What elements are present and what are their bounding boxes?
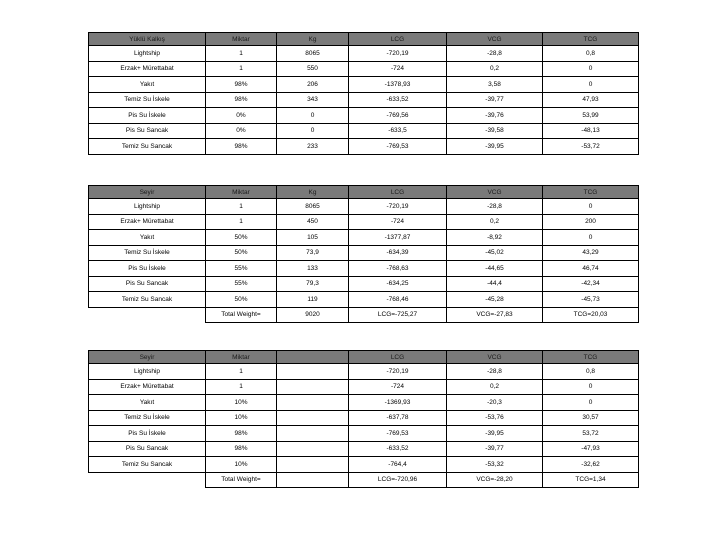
cell-vcg: -20,3 (447, 395, 543, 411)
cell-item: Lightship (89, 46, 206, 62)
table-row (89, 139, 639, 155)
cell-vcg: 0,2 (447, 61, 543, 77)
cell-quantity: 55% (206, 261, 277, 277)
cell-vcg: -39,95 (447, 139, 543, 155)
cell-tcg: 47,93 (543, 92, 639, 108)
table-row (89, 77, 639, 93)
cell-lcg: -634,25 (349, 276, 447, 292)
cell-item: Temiz Su İskele (89, 410, 206, 426)
cell-quantity: 55% (206, 276, 277, 292)
cell-vcg: -39,95 (447, 426, 543, 442)
cell-lcg: -769,53 (349, 139, 447, 155)
cell-item: Yakıt (89, 77, 206, 93)
cell-weight: 206 (277, 77, 349, 93)
cell-lcg: -637,78 (349, 410, 447, 426)
column-header-item: Yüklü Kalkış (89, 33, 206, 46)
cell-tcg: -42,34 (543, 276, 639, 292)
cell-tcg: 53,72 (543, 426, 639, 442)
column-header-tcg: TCG (543, 186, 639, 199)
table-header-row (89, 33, 639, 46)
table-row (89, 123, 639, 139)
cell-vcg: -28,8 (447, 364, 543, 380)
loaded-departure-table (88, 32, 639, 155)
cell-quantity: 1 (206, 199, 277, 215)
cell-item: Pis Su İskele (89, 261, 206, 277)
table-row (89, 457, 639, 473)
table-row (89, 426, 639, 442)
cell-weight: 0 (277, 108, 349, 124)
cell-weight: 8065 (277, 46, 349, 62)
cell-tcg: 46,74 (543, 261, 639, 277)
table-row (89, 410, 639, 426)
cell-quantity: 1 (206, 46, 277, 62)
cell-item: Lightship (89, 364, 206, 380)
cell-vcg: -8,92 (447, 230, 543, 246)
column-header-vcg: VCG (447, 186, 543, 199)
total-weight (277, 472, 349, 488)
column-header-item: Seyir (89, 351, 206, 364)
cell-weight: 79,3 (277, 276, 349, 292)
column-header-tcg: TCG (543, 33, 639, 46)
cell-vcg: -45,02 (447, 245, 543, 261)
column-header-lcg: LCG (349, 351, 447, 364)
cell-vcg: -28,8 (447, 46, 543, 62)
cell-vcg: -44,65 (447, 261, 543, 277)
cell-lcg: -1369,93 (349, 395, 447, 411)
total-row (89, 472, 639, 488)
cell-lcg: -633,5 (349, 123, 447, 139)
cell-quantity: 1 (206, 214, 277, 230)
cell-weight: 73,9 (277, 245, 349, 261)
cell-item: Pis Su İskele (89, 108, 206, 124)
total-row (89, 307, 639, 323)
cell-vcg: -39,77 (447, 92, 543, 108)
table-header-row (89, 351, 639, 364)
column-header-item: Seyir (89, 186, 206, 199)
cell-item: Yakıt (89, 395, 206, 411)
table-row (89, 92, 639, 108)
cell-tcg: 30,57 (543, 410, 639, 426)
column-header-quantity: Miktar (206, 351, 277, 364)
cell-weight: 233 (277, 139, 349, 155)
cell-item: Yakıt (89, 230, 206, 246)
cell-weight: 119 (277, 292, 349, 308)
cell-tcg: 0,8 (543, 46, 639, 62)
cell-tcg: 0,8 (543, 364, 639, 380)
column-header-quantity: Miktar (206, 186, 277, 199)
cell-item: Erzak+ Mürettabat (89, 61, 206, 77)
cell-weight (277, 441, 349, 457)
column-header-weight: Kg (277, 186, 349, 199)
cell-quantity: 10% (206, 410, 277, 426)
table-row (89, 261, 639, 277)
cell-item: Temiz Su Sancak (89, 292, 206, 308)
table-row (89, 108, 639, 124)
cell-weight (277, 426, 349, 442)
table-header-row (89, 186, 639, 199)
cell-lcg: -724 (349, 61, 447, 77)
cell-weight: 550 (277, 61, 349, 77)
table-row (89, 199, 639, 215)
cell-item: Pis Su Sancak (89, 276, 206, 292)
cell-quantity: 98% (206, 426, 277, 442)
cell-weight: 343 (277, 92, 349, 108)
cell-quantity: 1 (206, 61, 277, 77)
cell-lcg: -769,56 (349, 108, 447, 124)
table-row (89, 395, 639, 411)
cell-tcg: 0 (543, 61, 639, 77)
cell-tcg: 0 (543, 379, 639, 395)
cell-lcg: -769,53 (349, 426, 447, 442)
cell-vcg: -45,28 (447, 292, 543, 308)
cell-weight: 133 (277, 261, 349, 277)
cell-item: Erzak+ Mürettabat (89, 214, 206, 230)
table-row (89, 364, 639, 380)
cell-quantity: 0% (206, 123, 277, 139)
cell-lcg: -724 (349, 214, 447, 230)
cell-lcg: -720,19 (349, 364, 447, 380)
column-header-weight (277, 351, 349, 364)
cell-lcg: -720,19 (349, 199, 447, 215)
voyage-table-1 (88, 185, 639, 323)
cell-lcg: -1377,87 (349, 230, 447, 246)
cell-vcg: -44,4 (447, 276, 543, 292)
cell-weight (277, 457, 349, 473)
cell-vcg: -39,58 (447, 123, 543, 139)
column-header-weight: Kg (277, 33, 349, 46)
table-row (89, 292, 639, 308)
cell-weight (277, 410, 349, 426)
cell-item: Pis Su İskele (89, 426, 206, 442)
cell-weight (277, 395, 349, 411)
cell-weight: 105 (277, 230, 349, 246)
cell-weight: 0 (277, 123, 349, 139)
table-row (89, 46, 639, 62)
total-weight: 9020 (277, 307, 349, 323)
cell-quantity: 10% (206, 395, 277, 411)
cell-quantity: 0% (206, 108, 277, 124)
cell-vcg: -53,32 (447, 457, 543, 473)
column-header-vcg: VCG (447, 351, 543, 364)
cell-item: Temiz Su Sancak (89, 139, 206, 155)
cell-lcg: -633,52 (349, 441, 447, 457)
cell-tcg: 53,99 (543, 108, 639, 124)
total-tcg: TCG=1,34 (543, 472, 639, 488)
cell-item: Pis Su Sancak (89, 441, 206, 457)
cell-lcg: -720,19 (349, 46, 447, 62)
cell-quantity: 98% (206, 139, 277, 155)
column-header-tcg: TCG (543, 351, 639, 364)
cell-tcg: -53,72 (543, 139, 639, 155)
cell-vcg: 0,2 (447, 214, 543, 230)
cell-item: Temiz Su Sancak (89, 457, 206, 473)
total-vcg: VCG=-28,20 (447, 472, 543, 488)
cell-quantity: 50% (206, 245, 277, 261)
cell-item: Temiz Su İskele (89, 92, 206, 108)
cell-tcg: -32,62 (543, 457, 639, 473)
cell-lcg: -634,39 (349, 245, 447, 261)
total-quantity: Total Weight= (206, 307, 277, 323)
cell-item: Lightship (89, 199, 206, 215)
total-quantity: Total Weight= (206, 472, 277, 488)
column-header-lcg: LCG (349, 33, 447, 46)
table-row (89, 276, 639, 292)
cell-vcg: -28,8 (447, 199, 543, 215)
cell-vcg: 0,2 (447, 379, 543, 395)
cell-vcg: -39,76 (447, 108, 543, 124)
column-header-vcg: VCG (447, 33, 543, 46)
cell-item: Temiz Su İskele (89, 245, 206, 261)
cell-tcg: -45,73 (543, 292, 639, 308)
column-header-lcg: LCG (349, 186, 447, 199)
cell-lcg: -768,63 (349, 261, 447, 277)
cell-quantity: 50% (206, 292, 277, 308)
cell-tcg: 0 (543, 77, 639, 93)
total-spacer (89, 307, 206, 323)
total-spacer (89, 472, 206, 488)
voyage-table-2 (88, 350, 639, 488)
cell-quantity: 98% (206, 441, 277, 457)
table-row (89, 441, 639, 457)
cell-quantity: 98% (206, 92, 277, 108)
cell-vcg: -53,76 (447, 410, 543, 426)
cell-vcg: -39,77 (447, 441, 543, 457)
cell-vcg: 3,58 (447, 77, 543, 93)
column-header-quantity: Miktar (206, 33, 277, 46)
cell-weight (277, 379, 349, 395)
cell-tcg: -48,13 (543, 123, 639, 139)
cell-item: Pis Su Sancak (89, 123, 206, 139)
cell-weight (277, 364, 349, 380)
cell-weight: 450 (277, 214, 349, 230)
cell-lcg: -1378,93 (349, 77, 447, 93)
total-lcg: LCG=-725,27 (349, 307, 447, 323)
table-row (89, 379, 639, 395)
table-row (89, 61, 639, 77)
cell-weight: 8065 (277, 199, 349, 215)
cell-quantity: 1 (206, 379, 277, 395)
cell-tcg: 0 (543, 395, 639, 411)
total-lcg: LCG=-720,96 (349, 472, 447, 488)
total-tcg: TCG=20,03 (543, 307, 639, 323)
cell-lcg: -764,4 (349, 457, 447, 473)
cell-quantity: 10% (206, 457, 277, 473)
cell-tcg: 0 (543, 230, 639, 246)
cell-tcg: 200 (543, 214, 639, 230)
cell-quantity: 1 (206, 364, 277, 380)
cell-tcg: 0 (543, 199, 639, 215)
cell-lcg: -768,46 (349, 292, 447, 308)
total-vcg: VCG=-27,83 (447, 307, 543, 323)
cell-quantity: 50% (206, 230, 277, 246)
table-row (89, 245, 639, 261)
cell-tcg: 43,29 (543, 245, 639, 261)
cell-tcg: -47,93 (543, 441, 639, 457)
table-row (89, 230, 639, 246)
cell-quantity: 98% (206, 77, 277, 93)
cell-lcg: -724 (349, 379, 447, 395)
cell-item: Erzak+ Mürettabat (89, 379, 206, 395)
table-row (89, 214, 639, 230)
cell-lcg: -633,52 (349, 92, 447, 108)
